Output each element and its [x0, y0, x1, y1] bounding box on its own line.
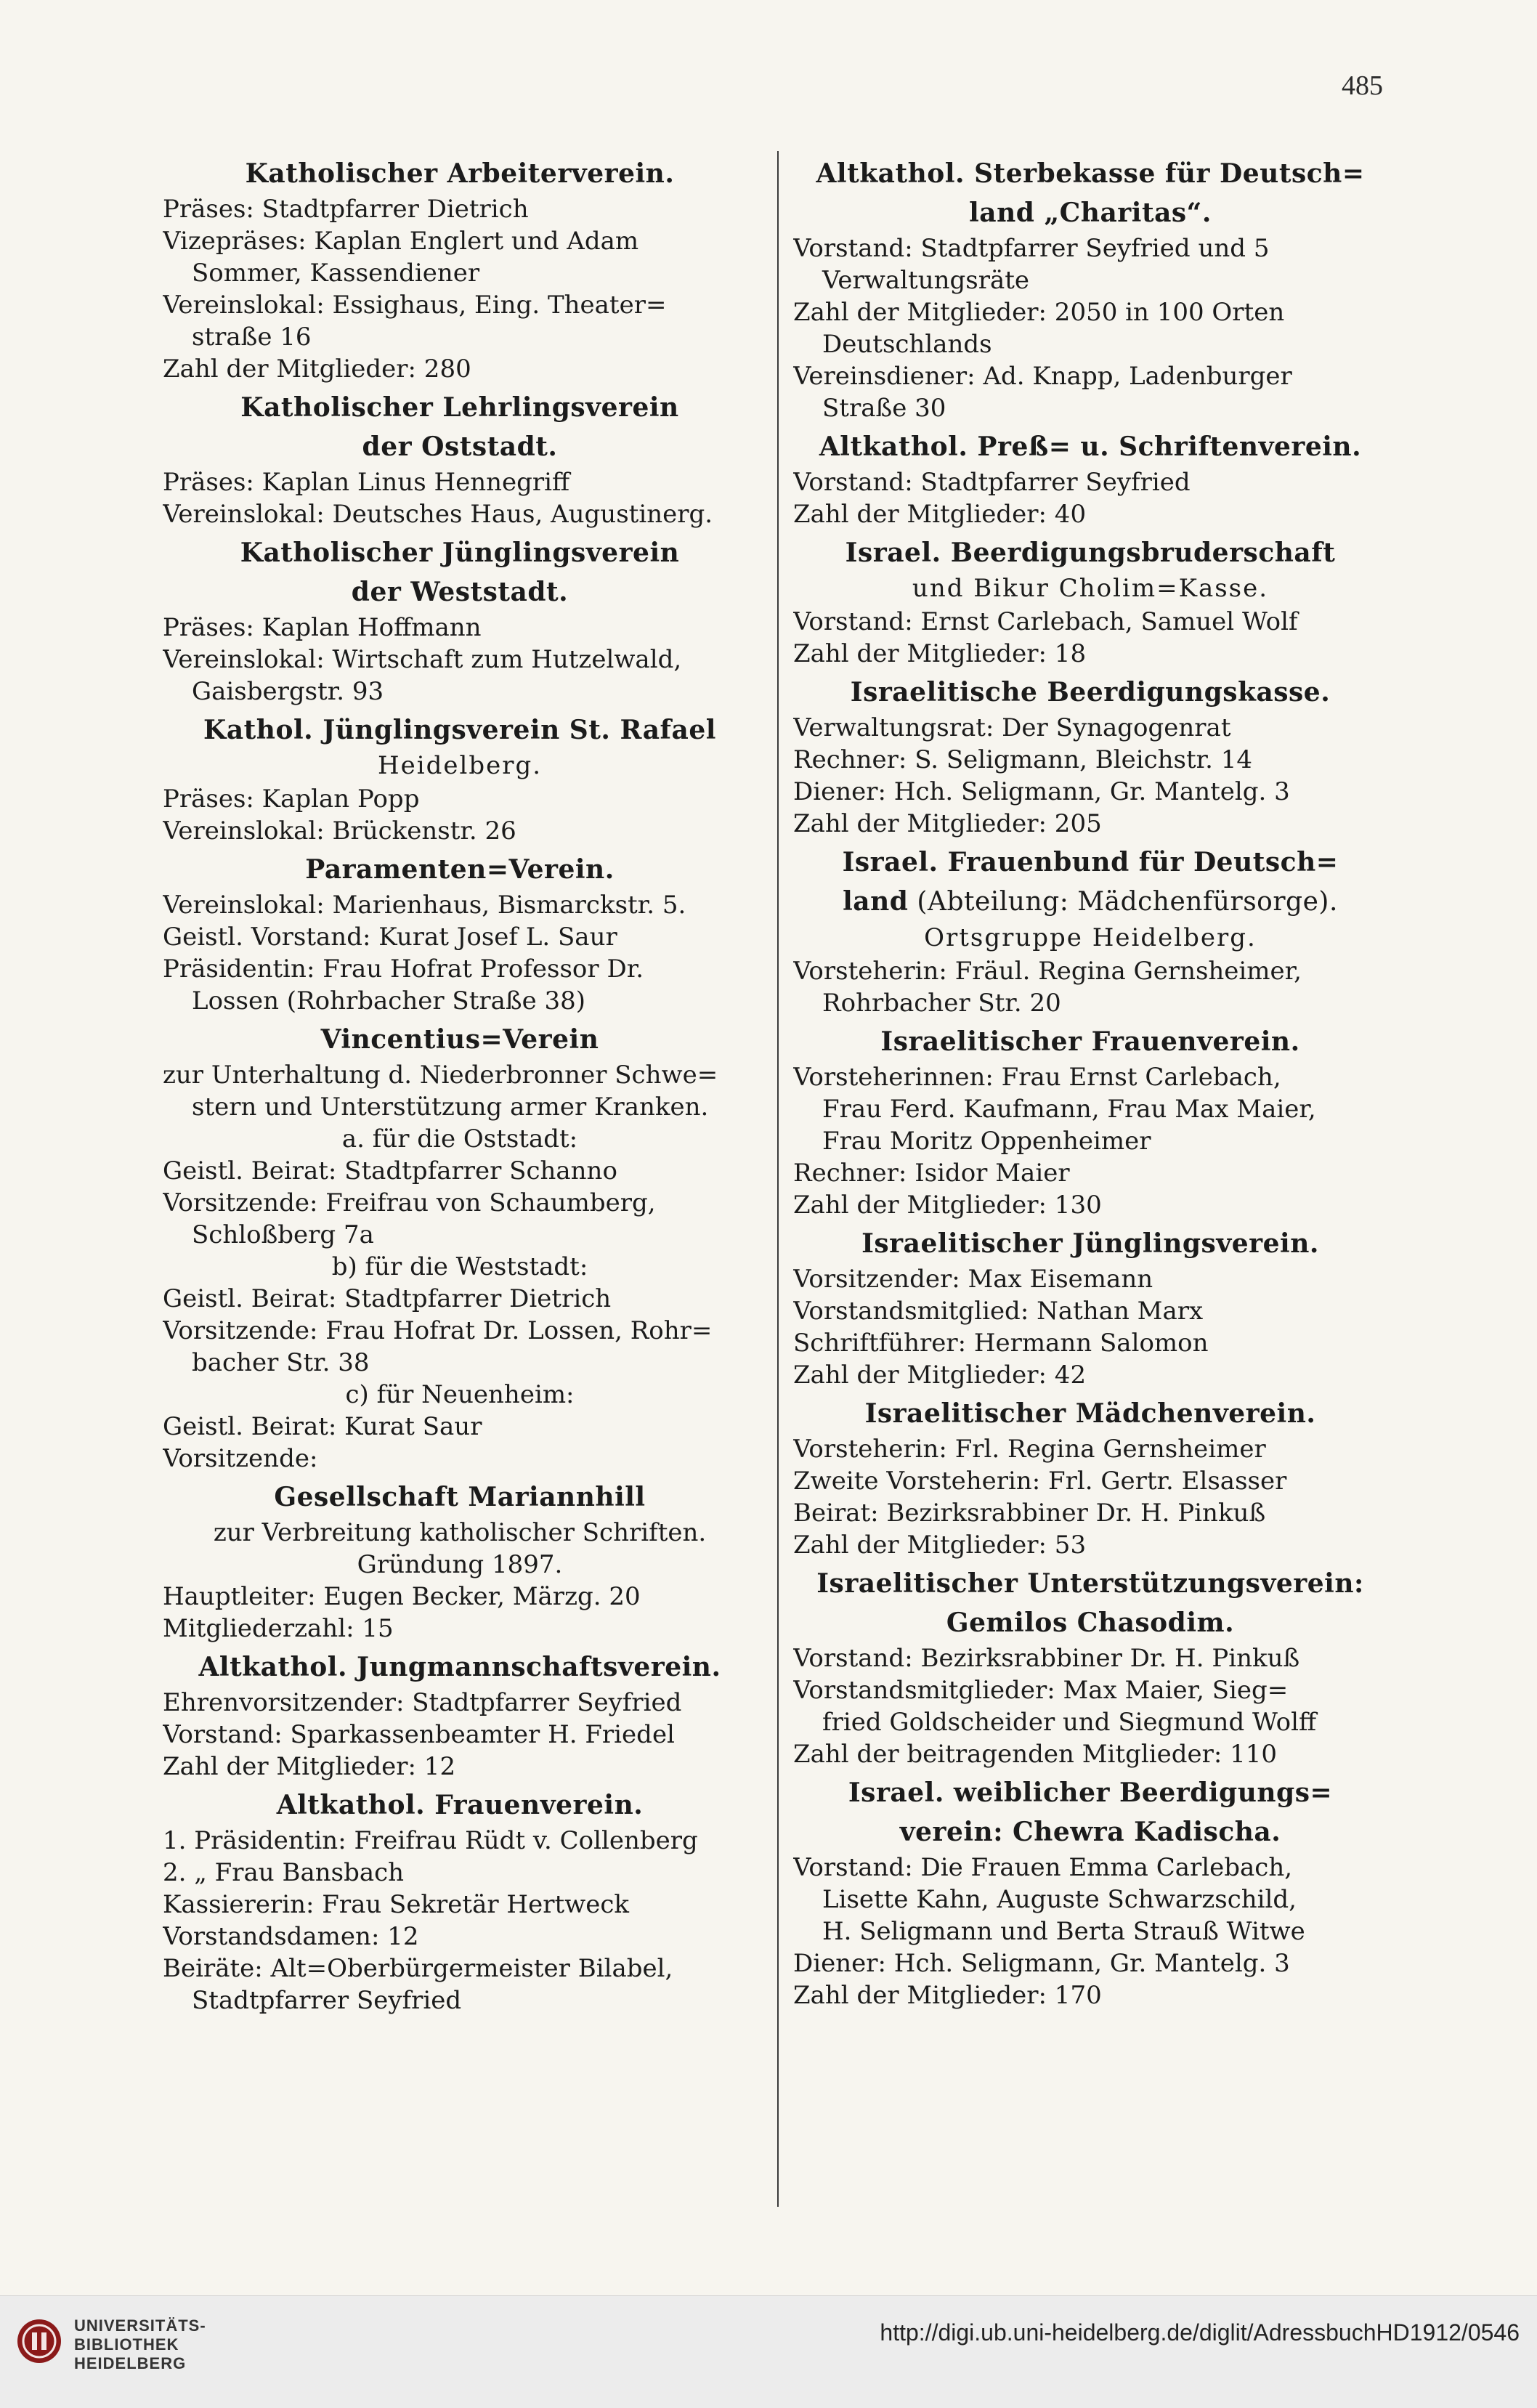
entry-heading: Altkathol. Frauenverein. [276, 1790, 644, 1820]
entry-line: 2. „ Frau Bansbach [163, 1858, 405, 1887]
library-name [74, 2316, 206, 2373]
entry-line: zur Unterhaltung d. Niederbronner Schwe= [163, 1061, 718, 1090]
right-column [793, 151, 1387, 2207]
entry-line: Zahl der Mitglieder: 280 [163, 354, 471, 384]
entry-heading: Israel. Frauenbund für Deutsch= [842, 847, 1339, 877]
entry-line: Vorsitzende: [163, 1444, 318, 1473]
library-name-line-3: HEIDELBERG [74, 2354, 187, 2372]
entry-line: Lossen (Rohrbacher Straße 38) [192, 986, 586, 1016]
entry-heading-continued-text: der Oststadt. [362, 431, 558, 462]
entry-heading-continued [793, 885, 1387, 919]
entry-line: Vorstand: Stadtpfarrer Seyfried und 5 [793, 234, 1270, 263]
entry-heading-continued [793, 1606, 1387, 1639]
entry-line: Vereinslokal: Wirtschaft zum Hutzelwald, [163, 645, 682, 674]
entry-line: Geistl. Beirat: Kurat Saur [163, 1412, 482, 1441]
entry-line: Zahl der beitragenden Mitglieder: 110 [793, 1740, 1278, 1769]
entry-heading: Altkathol. Jungmannschaftsverein. [198, 1652, 721, 1682]
directory-entry [793, 846, 1387, 1019]
entry-line: Vereinslokal: Brückenstr. 26 [163, 816, 516, 846]
directory-entry [793, 676, 1387, 840]
entry-line: Zahl der Mitglieder: 130 [793, 1191, 1102, 1220]
entry-heading-note: (Abteilung: Mädchenfürsorge). [908, 887, 1338, 917]
entry-line: Geistl. Beirat: Stadtpfarrer Dietrich [163, 1284, 612, 1313]
entry-line: Hauptleiter: Eugen Becker, Märzg. 20 [163, 1582, 641, 1611]
directory-entry [163, 157, 757, 385]
entry-line: Vorstandsmitglied: Nathan Marx [793, 1297, 1204, 1326]
entry-heading-continued-text: land „Charitas“. [969, 198, 1212, 228]
entry-heading: Israelitischer Unterstützungsverein: [816, 1568, 1364, 1599]
entry-heading-continued [163, 575, 757, 609]
directory-entry [163, 391, 757, 530]
entry-subheading: und Bikur Cholim=Kasse. [912, 574, 1269, 603]
entry-line: Vorsitzender: Max Eisemann [793, 1265, 1153, 1294]
entry-line: stern und Unterstützung armer Kranken. [192, 1092, 709, 1122]
entry-heading-continued-text: Gemilos Chasodim. [946, 1608, 1235, 1638]
entry-line: Frau Ferd. Kaufmann, Frau Max Maier, [822, 1095, 1316, 1124]
entry-line: Rohrbacher Str. 20 [822, 989, 1061, 1018]
entry-line: Vorstandsdamen: 12 [163, 1922, 419, 1951]
entry-heading: Israelitische Beerdigungskasse. [850, 677, 1331, 708]
entry-heading: Gesellschaft Mariannhill [274, 1482, 646, 1512]
library-name-line-1: UNIVERSITÄTS- [74, 2316, 206, 2335]
entry-line: Vorsteherin: Frl. Regina Gernsheimer [793, 1435, 1266, 1464]
directory-entry [793, 1397, 1387, 1561]
entry-line: Vorsitzende: Freifrau von Schaumberg, [163, 1188, 656, 1217]
entry-heading: Israel. weiblicher Beerdigungs= [848, 1777, 1333, 1808]
entry-line: Schriftführer: Hermann Salomon [793, 1329, 1209, 1358]
entry-line: Stadtpfarrer Seyfried [192, 1986, 462, 2015]
entry-line: Diener: Hch. Seligmann, Gr. Mantelg. 3 [793, 777, 1290, 806]
directory-entry [793, 157, 1387, 424]
entry-line: Verwaltungsrat: Der Synagogenrat [793, 713, 1231, 742]
entry-line: b) für die Weststadt: [331, 1252, 588, 1281]
entry-line: c) für Neuenheim: [345, 1380, 575, 1409]
entry-line: Mitgliederzahl: 15 [163, 1614, 394, 1643]
directory-entry [163, 1480, 757, 1645]
entry-heading: Israelitischer Jünglingsverein. [861, 1228, 1319, 1259]
entry-heading-continued [793, 1815, 1387, 1849]
directory-entry [793, 1776, 1387, 2011]
directory-entry [163, 1788, 757, 2016]
entry-line: Vorstand: Sparkassenbeamter H. Friedel [163, 1720, 675, 1749]
entry-line: Zahl der Mitglieder: 40 [793, 500, 1087, 529]
entry-line: Präses: Kaplan Popp [163, 785, 420, 814]
entry-line: Rechner: S. Seligmann, Bleichstr. 14 [793, 745, 1253, 774]
entry-line: Beirat: Bezirksrabbiner Dr. H. Pinkuß [793, 1499, 1266, 1528]
entry-line: Zahl der Mitglieder: 205 [793, 809, 1102, 838]
entry-line: Lisette Kahn, Auguste Schwarzschild, [822, 1885, 1297, 1914]
entry-line: Verwaltungsräte [822, 266, 1030, 295]
entry-heading-continued [163, 430, 757, 463]
entry-line: Zahl der Mitglieder: 53 [793, 1531, 1087, 1560]
directory-entry [163, 536, 757, 708]
directory-entry [793, 536, 1387, 670]
entry-subheading: Heidelberg. [377, 751, 543, 780]
directory-entry [163, 853, 757, 1017]
entry-line: Zahl der Mitglieder: 42 [793, 1361, 1087, 1390]
entry-line: Straße 30 [822, 394, 946, 423]
directory-entry [793, 430, 1387, 530]
column-divider [777, 151, 779, 2207]
directory-entry [163, 713, 757, 847]
entry-heading-continued [793, 196, 1387, 230]
entry-heading: Katholischer Lehrlingsverein [240, 392, 679, 423]
entry-line: Vorsteherinnen: Frau Ernst Carlebach, [793, 1063, 1281, 1092]
entry-line: H. Seligmann und Berta Strauß Witwe [822, 1917, 1305, 1946]
directory-entry [163, 1650, 757, 1783]
source-url-link[interactable]: http://digi.ub.uni-heidelberg.de/diglit/AdressbuchHD1912/0546 [880, 2319, 1520, 2346]
entry-line: Zahl der Mitglieder: 18 [793, 639, 1087, 668]
entry-line: Ehrenvorsitzender: Stadtpfarrer Seyfried [163, 1688, 682, 1717]
entry-line: Gaisbergstr. 93 [192, 677, 384, 706]
entry-line: Gründung 1897. [357, 1550, 563, 1579]
directory-entry [793, 1025, 1387, 1221]
library-footer [0, 2295, 1537, 2408]
entry-line: Vorstand: Bezirksrabbiner Dr. H. Pinkuß [793, 1644, 1300, 1673]
entry-line: Vereinsdiener: Ad. Knapp, Ladenburger [793, 362, 1292, 391]
entry-subheading: Ortsgruppe Heidelberg. [924, 923, 1257, 952]
document-body [163, 151, 1398, 2207]
entry-heading-continued-text: land [843, 886, 909, 917]
entry-heading: Altkathol. Preß= u. Schriftenverein. [819, 431, 1362, 462]
entry-line: Geistl. Beirat: Stadtpfarrer Schanno [163, 1156, 617, 1185]
entry-line: zur Verbreitung katholischer Schriften. [213, 1518, 707, 1547]
entry-line: Kassiererin: Frau Sekretär Hertweck [163, 1890, 629, 1919]
entry-line: a. für die Oststadt: [341, 1124, 578, 1154]
entry-line: Geistl. Vorstand: Kurat Josef L. Saur [163, 923, 617, 952]
entry-line: Sommer, Kassendiener [192, 259, 480, 288]
entry-line: Vorsteherin: Fräul. Regina Gernsheimer, [793, 957, 1302, 986]
library-name-line-2: BIBLIOTHEK [74, 2335, 179, 2354]
entry-line: Vorstandsmitglieder: Max Maier, Sieg= [793, 1676, 1289, 1705]
entry-heading: Katholischer Arbeiterverein. [245, 158, 675, 189]
entry-heading: Vincentius=Verein [320, 1024, 599, 1055]
entry-line: Vorstand: Stadtpfarrer Seyfried [793, 468, 1191, 497]
entry-heading: Israelitischer Mädchenverein. [864, 1398, 1316, 1429]
entry-line: Schloßberg 7a [192, 1220, 374, 1249]
directory-entry [793, 1227, 1387, 1391]
entry-line: Vereinslokal: Marienhaus, Bismarckstr. 5. [163, 891, 686, 920]
entry-line: Präsidentin: Frau Hofrat Professor Dr. [163, 954, 644, 984]
entry-line: Frau Moritz Oppenheimer [822, 1127, 1151, 1156]
entry-line: Vorstand: Die Frauen Emma Carlebach, [793, 1853, 1293, 1882]
entry-heading: Katholischer Jünglingsverein [240, 538, 680, 568]
entry-line: Zahl der Mitglieder: 12 [163, 1752, 456, 1781]
entry-line: 1. Präsidentin: Freifrau Rüdt v. Collenberg [163, 1826, 698, 1855]
entry-line: Vereinslokal: Essighaus, Eing. Theater= [163, 291, 667, 320]
entry-line: Vorsitzende: Frau Hofrat Dr. Lossen, Rohr= [163, 1316, 713, 1345]
entry-line: Vorstand: Ernst Carlebach, Samuel Wolf [793, 607, 1298, 636]
entry-line: Zweite Vorsteherin: Frl. Gertr. Elsasser [793, 1467, 1287, 1496]
entry-line: Zahl der Mitglieder: 170 [793, 1981, 1102, 2010]
directory-entry [163, 1023, 757, 1475]
entry-heading-continued-text: der Weststadt. [351, 577, 569, 607]
entry-line: Deutschlands [822, 330, 992, 359]
entry-line: Vereinslokal: Deutsches Haus, Augustinerg. [163, 500, 713, 529]
page-number: 485 [1342, 70, 1383, 101]
entry-line: bacher Str. 38 [192, 1348, 370, 1377]
entry-line: Präses: Kaplan Linus Hennegriff [163, 468, 570, 497]
university-seal-icon [16, 2318, 62, 2364]
entry-line: Beiräte: Alt=Oberbürgermeister Bilabel, [163, 1954, 673, 1983]
entry-heading: Kathol. Jünglingsverein St. Rafael [203, 715, 716, 745]
entry-heading: Paramenten=Verein. [305, 854, 615, 885]
entry-line: Rechner: Isidor Maier [793, 1159, 1070, 1188]
entry-line: fried Goldscheider und Siegmund Wolff [822, 1708, 1317, 1737]
entry-line: Vizepräses: Kaplan Englert und Adam [163, 227, 639, 256]
directory-entry [793, 1567, 1387, 1770]
entry-heading: Israelitischer Frauenverein. [880, 1026, 1300, 1057]
entry-line: Diener: Hch. Seligmann, Gr. Mantelg. 3 [793, 1949, 1290, 1978]
entry-line: Zahl der Mitglieder: 2050 in 100 Orten [793, 298, 1285, 327]
entry-heading: Israel. Beerdigungsbruderschaft [845, 538, 1336, 568]
entry-heading: Altkathol. Sterbekasse für Deutsch= [816, 158, 1365, 189]
entry-line: straße 16 [192, 323, 312, 352]
entry-line: Präses: Kaplan Hoffmann [163, 613, 482, 642]
entry-line: Präses: Stadtpfarrer Dietrich [163, 195, 529, 224]
entry-heading-continued-text: verein: Chewra Kadischa. [899, 1817, 1281, 1847]
left-column [163, 151, 757, 2207]
